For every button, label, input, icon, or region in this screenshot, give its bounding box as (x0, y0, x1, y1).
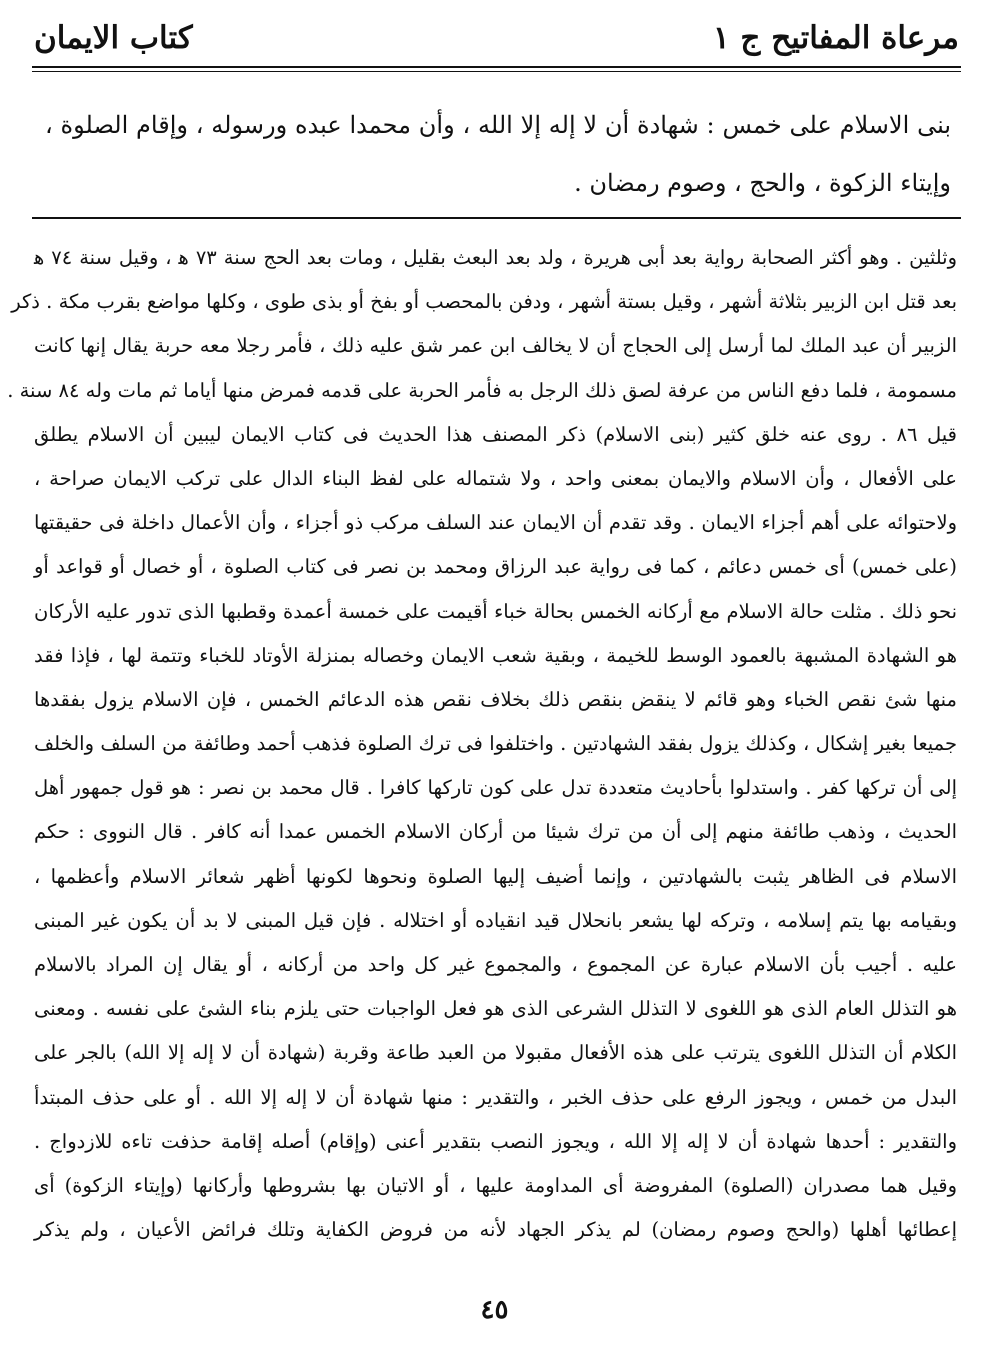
commentary-line: الكلام أن التذلل اللغوى يترتب على هذه الأفعال مقبولا من العبد طاعة وقربة (شهادة أن لا إله إلا الله) بالجر على (34, 1041, 957, 1065)
commentary-line: نحو ذلك . مثلت حالة الاسلام مع أركانه الخمس بحالة خباء أقيمت على خمسة أعمدة وقطبها الذى تدور عليه الأركان (34, 599, 957, 623)
commentary-line: هو التذلل العام الذى هو اللغوى لا التذلل الشرعى الذى هو فعل الواجبات حتى يلزم بناء الشئ على نفسه . ومعنى (34, 997, 957, 1021)
hadith-text: بنى الاسلام على خمس : شهادة أن لا إله إلا الله ، وأن محمدا عبده ورسوله ، وإقام الصلوة ، وإيتاء الزكوة ، والحج ، وصوم رمضان . (45, 111, 951, 197)
commentary-line: وقيل هما مصدران (الصلوة) المفروضة أى المداومة عليها ، أو الاتيان بها بشروطها وأركانها (وإيتاء الزكوة) أى (34, 1173, 957, 1197)
commentary (7, 236, 958, 1252)
commentary-line: هو الشهادة المشبهة بالعمود الوسط للخيمة ، وبقية شعب الايمان وخصاله بمنزلة الأوتاد للخباء وتتمة لها ، فإذا فقد (34, 643, 957, 667)
commentary-line: والتقدير : أحدها شهادة أن لا إله إلا الله ، ويجوز النصب بتقدير أعنى (وإقام) أصله إقامة حذفت تاءه للازدواج . (34, 1129, 957, 1153)
commentary-line: إلى أن تركها كفر . واستدلوا بأحاديث متعددة تدل على كون تاركها كافرا . قال محمد بن نصر : هو قول جمهور أهل (34, 776, 957, 800)
commentary-line: عليه . أجيب بأن الاسلام عبارة عن المجموع ، والمجموع غير كل واحد من أركانه ، أو يقال إن المراد بالاسلام (34, 953, 957, 976)
page-number: ٤٥ (480, 1295, 509, 1325)
commentary-line: قيل ٨٦ . روى عنه خلق كثير (بنى الاسلام) ذكر المصنف هذا الحديث فى كتاب الايمان ليبين أن الاسلام يطلق (34, 422, 957, 446)
commentary-line: البدل من خمس ، ويجوز الرفع على حذف الخبر ، والتقدير : منها شهادة أن لا إله إلا الله . أو على حذف المبتدأ (34, 1085, 957, 1109)
commentary-line: منها شئ نقص الخباء وهو قائم لا ينقض بنقص ذلك بخلاف نقص هذه الدعائم الخمس ، فإن الاسلام يزول بفقدها (34, 687, 957, 711)
commentary-line: إعطائها أهلها (والحج وصوم رمضان) لم يذكر الجهاد لأنه من فروض الكفاية وتلك فرائض الأعيان ، ولم يذكر (34, 1218, 957, 1242)
commentary-line: مسمومة ، فلما دفع الناس من عرفة لصق ذلك الرجل به فأمر الحربة على قدمه فمرض منها أياما ثم مات وله ٨٤ سنة . (7, 378, 957, 402)
commentary-line: الحديث ، وذهب طائفة منهم إلى أن من ترك شيئا من أركان الاسلام الخمس عمدا أنه كافر . قال النووى : حكم (34, 820, 957, 844)
commentary-line: ولاحتوائه على أهم أجزاء الايمان . وقد تقدم أن الايمان عند السلف مركب ذو أجزاء ، وأن الأعمال داخلة فى حقيقتها (34, 511, 957, 535)
commentary-line: بعد قتل ابن الزبير بثلاثة أشهر ، وقيل بستة أشهر ، ودفن بالمحصب أو بفخ أو بذى طوى ، وكلها مواضع بقرب مكة . ذكر (11, 290, 957, 314)
commentary-line: وبقيامه بها يتم إسلامه ، وتركه لها يشعر بانحلال قيد انقياده أو اختلاله . فإن قيل المبنى لا بد أن يكون غير المبنى (34, 908, 957, 932)
commentary-line: وثلثين . وهو أكثر الصحابة رواية بعد أبى هريرة ، ولد بعد البعث بقليل ، ومات بعد الحج سنة ٧٣ ﻫ ، وقيل سنة ٧٤ ﻫ (34, 246, 958, 269)
book-title: مرعاة المفاتيح ج ١ (712, 20, 959, 56)
commentary-line: الزبير أن عبد الملك لما أرسل إلى الحجاج أن لا يخالف ابن عمر شق عليه ذلك ، فأمر رجلا معه حربة يقال إنها كانت (34, 334, 957, 358)
header-rule-thin (32, 71, 961, 72)
commentary-line: جميعا بغير إشكال ، وكذلك يزول بفقد الشهادتين . واختلفوا فى ترك الصلوة فذهب أحمد وطائفة من السلف والخلف (34, 732, 957, 756)
header-rule (32, 66, 961, 68)
commentary-line: على الأفعال ، وأن الاسلام والايمان بمعنى واحد ، ولا شتماله على لفظ البناء الدال على تركب الايمان صراحة ، (34, 466, 957, 490)
running-header (34, 14, 959, 62)
commentary-line: (على خمس) أى خمس دعائم ، كما فى رواية عبد الرزاق ومحمد بن نصر فى كتاب الصلوة ، أو خصال أو قواعد أو (34, 555, 957, 579)
commentary-line: الاسلام فى الظاهر يثبت بالشهادتين ، وإنما أضيف إليها الصلوة ونحوها لكونها أظهر شعائر الاسلام وأعظمها ، (34, 864, 957, 888)
chapter-title: كتاب الايمان (34, 20, 193, 56)
section-divider (32, 217, 961, 219)
